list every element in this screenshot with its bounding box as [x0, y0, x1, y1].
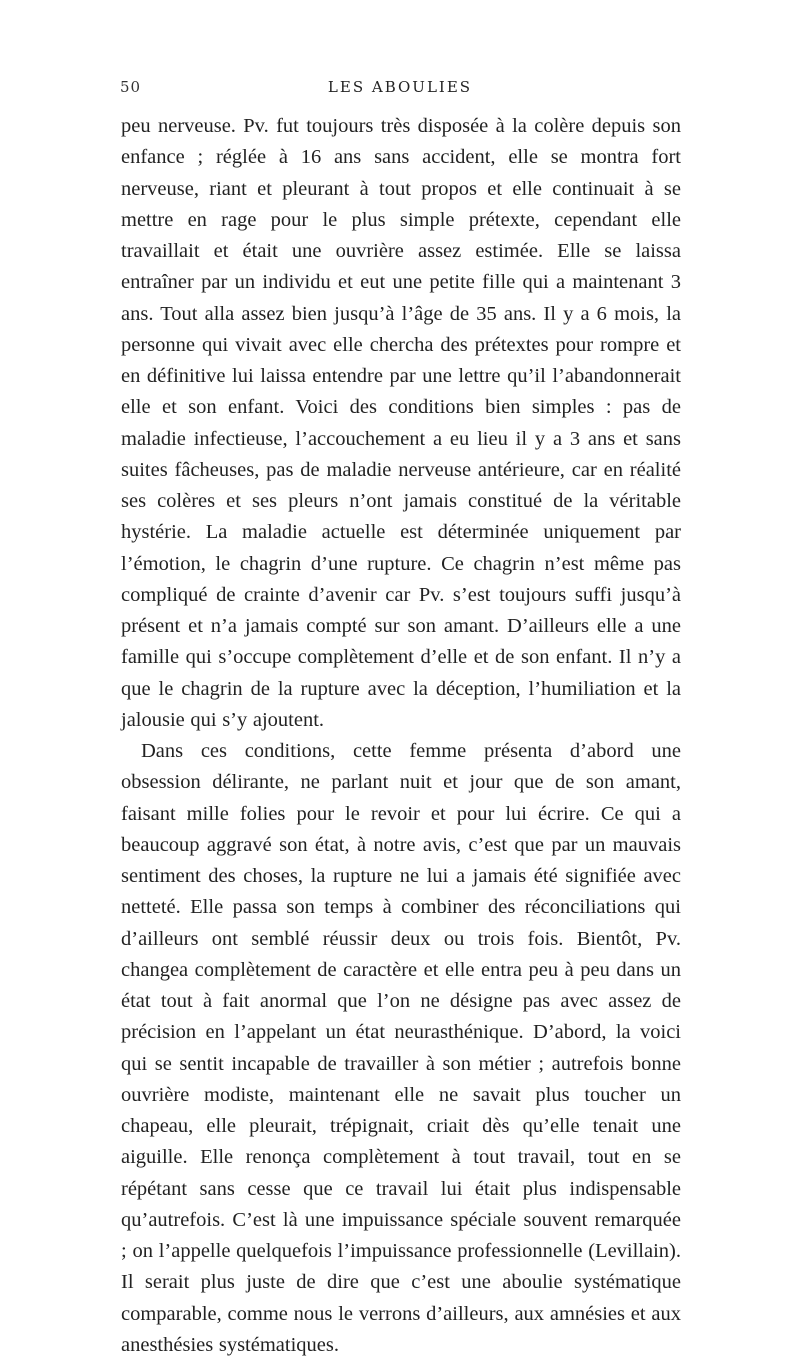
body-text — [121, 111, 681, 1361]
page-number: 50 — [120, 78, 142, 96]
paragraph-2: Dans ces conditions, cette femme présenta d’abord une obsession délirante, ne parlant nuit et jour que de son amant, faisant mille folies pour le revoir et pour lui écrire. Ce qui a beaucoup aggravé son état, à notre avis, c’est que par un mauvais sentiment des choses, la rupture ne lui a jamais été signifiée avec netteté. Elle passa son temps à combiner des réconciliations qui d’ailleurs ont semblé réussir deux ou trois fois. Bientôt, Pv. changea complètement de caractère et elle entra peu à peu dans un état tout à fait anormal que l’on ne désigne pas avec assez de précision en l’appelant un état neurasthénique. D’abord, la voici qui se sentit incapable de travailler à son métier ; autrefois bonne ouvrière modiste, maintenant elle ne savait plus toucher un chapeau, elle pleurait, trépignait, criait dès qu’elle tenait une aiguille. Elle renonça complètement à tout travail, tout en se répétant sans cesse que ce travail lui était plus indispensable qu’autrefois. C’est là une impuissance spéciale souvent remarquée ; on l’appelle quelquefois l’impuissance professionnelle (Levillain). Il serait plus juste de dire que c’est une aboulie systématique comparable, comme nous le verrons d’ailleurs, aux amnésies et aux anesthésies systématiques. — [121, 740, 681, 1356]
running-header — [120, 78, 680, 102]
running-title: LES ABOULIES — [327, 78, 473, 96]
paragraph-1: peu nerveuse. Pv. fut toujours très disposée à la colère depuis son enfance ; réglée à 16 ans sans accident, elle se montra fort nerveuse, riant et pleurant à tout propos et elle continuait à se mettre en rage pour le plus simple prétexte, cependant elle travaillait et était une ouvrière assez estimée. Elle se laissa entraîner par un individu et eut une petite fille qui a maintenant 3 ans. Tout alla assez bien jusqu’à l’âge de 35 ans. Il y a 6 mois, la personne qui vivait avec elle chercha des prétextes pour rompre et en définitive lui laissa entendre par une lettre qu’il l’abandonnerait elle et son enfant. Voici des conditions bien simples : pas de maladie infectieuse, l’accouchement a eu lieu il y a 3 ans et sans suites fâcheuses, pas de maladie nerveuse antérieure, car en réalité ses colères et ses pleurs n’ont jamais constitué de la véritable hystérie. La maladie actuelle est déterminée uniquement par l’émotion, le chagrin d’une rupture. Ce chagrin n’est même pas compliqué de crainte d’avenir car Pv. s’est toujours suffi jusqu’à présent et n’a jamais compté sur son amant. D’ailleurs elle a une famille qui s’occupe complètement d’elle et de son enfant. Il n’y a que le chagrin de la rupture avec la déception, l’humiliation et la jalousie qui s’y ajoutent. — [121, 115, 681, 731]
